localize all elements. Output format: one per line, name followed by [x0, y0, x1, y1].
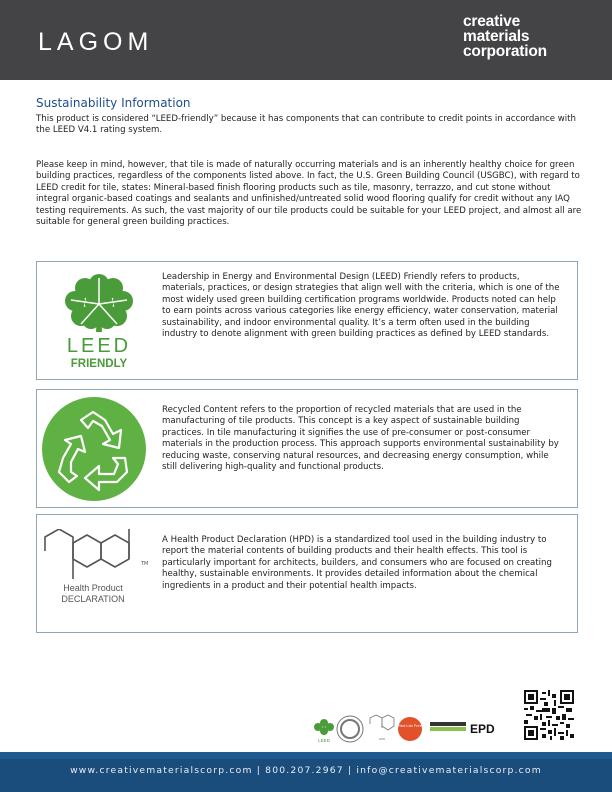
hpd-logo: [43, 529, 153, 627]
leed-badge-label: LEED: [318, 738, 330, 743]
company-line-1: creative: [463, 13, 521, 30]
leed-friendly-logo: [51, 270, 147, 370]
company-line-3: corporation: [463, 43, 547, 60]
leed-badge-icon: [314, 719, 334, 743]
recycle-badge-icon: [337, 716, 363, 742]
recycled-card: [36, 389, 578, 508]
leed-card: [36, 261, 578, 380]
certification-badges: [314, 714, 514, 744]
red-list-label: Red List Free: [397, 723, 423, 728]
recycle-icon: [41, 396, 147, 502]
intro-paragraph: This product is considered “LEED-friendly” because it has components that can contribute to credit points in accordance with the LEED V4.1 rating system.: [36, 114, 576, 136]
section-title: Sustainability Information: [36, 96, 191, 110]
svg-text:HPD: HPD: [378, 737, 386, 741]
leed-logo-word: LEED: [66, 335, 132, 357]
epd-label: EPD: [470, 722, 495, 736]
footer-accent-bar: [0, 752, 612, 759]
friendly-logo-word: FRIENDLY: [70, 358, 128, 370]
brand-logo: LAGOM: [38, 28, 154, 56]
hpd-description: A Health Product Declaration (HPD) is a standardized tool used in the building industry to report the material contents of building products and their health effects. This tool is particularly important for architects, builders, and consumers who are focused on creating healthy, sustainable environments. It provides detailed information about the chemical ingredients in a product and their potential health impacts.: [162, 535, 552, 591]
hpd-card: [36, 514, 578, 633]
hpd-badge-icon: [370, 715, 394, 741]
epd-badge-icon: [430, 722, 495, 736]
trademark-mark: TM: [141, 561, 149, 567]
footer-contact: www.creativematerialscorp.com | 800.207.2967 | info@creativematerialscorp.com: [70, 765, 542, 776]
hpd-logo-line-2: DECLARATION: [61, 594, 125, 604]
red-list-free-icon: [398, 717, 423, 741]
recycled-description: Recycled Content refers to the proportion of recycled materials that are used in the manufacturing of tile products. This concept is a key aspect of sustainable building practices. In tile manufacturing it signifies the use of pre-consumer or post-consumer materials in the production process. This approach supports environmental sustainability by reducing waste, conserving natural resources, and decreasing energy consumption, while still delivering high-quality and functional products.: [162, 405, 559, 473]
detail-paragraph: Please keep in mind, however, that tile is made of naturally occurring materials and is an inherently healthy choice for green building practices, regardless of the components listed above. In fact, the U.S. Green Building Council (USGBC), with regard to LEED credit for tile, states: Mineral-based finish flooring products such as tile, masonry, terrazzo, and cut stone without integral organic-based coatings and sealants and unfinished/untreated solid wood flooring qualify for credit without any IAQ testing requirements. As such, the vast majority of our tile products could be suitable for your LEED project, and almost all are suitable for general green building practices.: [36, 160, 582, 228]
leed-description: Leadership in Energy and Environmental Design (LEED) Friendly refers to products, materials, practices, or design strategies that align well with the criteria, which is one of the most widely used green building certification programs worldwide. Products noted can help to earn points across various categories like energy efficiency, water conservation, material sustainability, and indoor environmental quality. It’s a term often used in the building industry to denote alignment with green building practices as defined by LEED standards.: [162, 272, 560, 340]
page-header: [0, 0, 612, 80]
qr-code: [524, 690, 574, 740]
company-line-2: materials: [463, 28, 530, 45]
company-logo: [463, 14, 547, 59]
hpd-logo-line-1: Health Product: [63, 583, 123, 593]
